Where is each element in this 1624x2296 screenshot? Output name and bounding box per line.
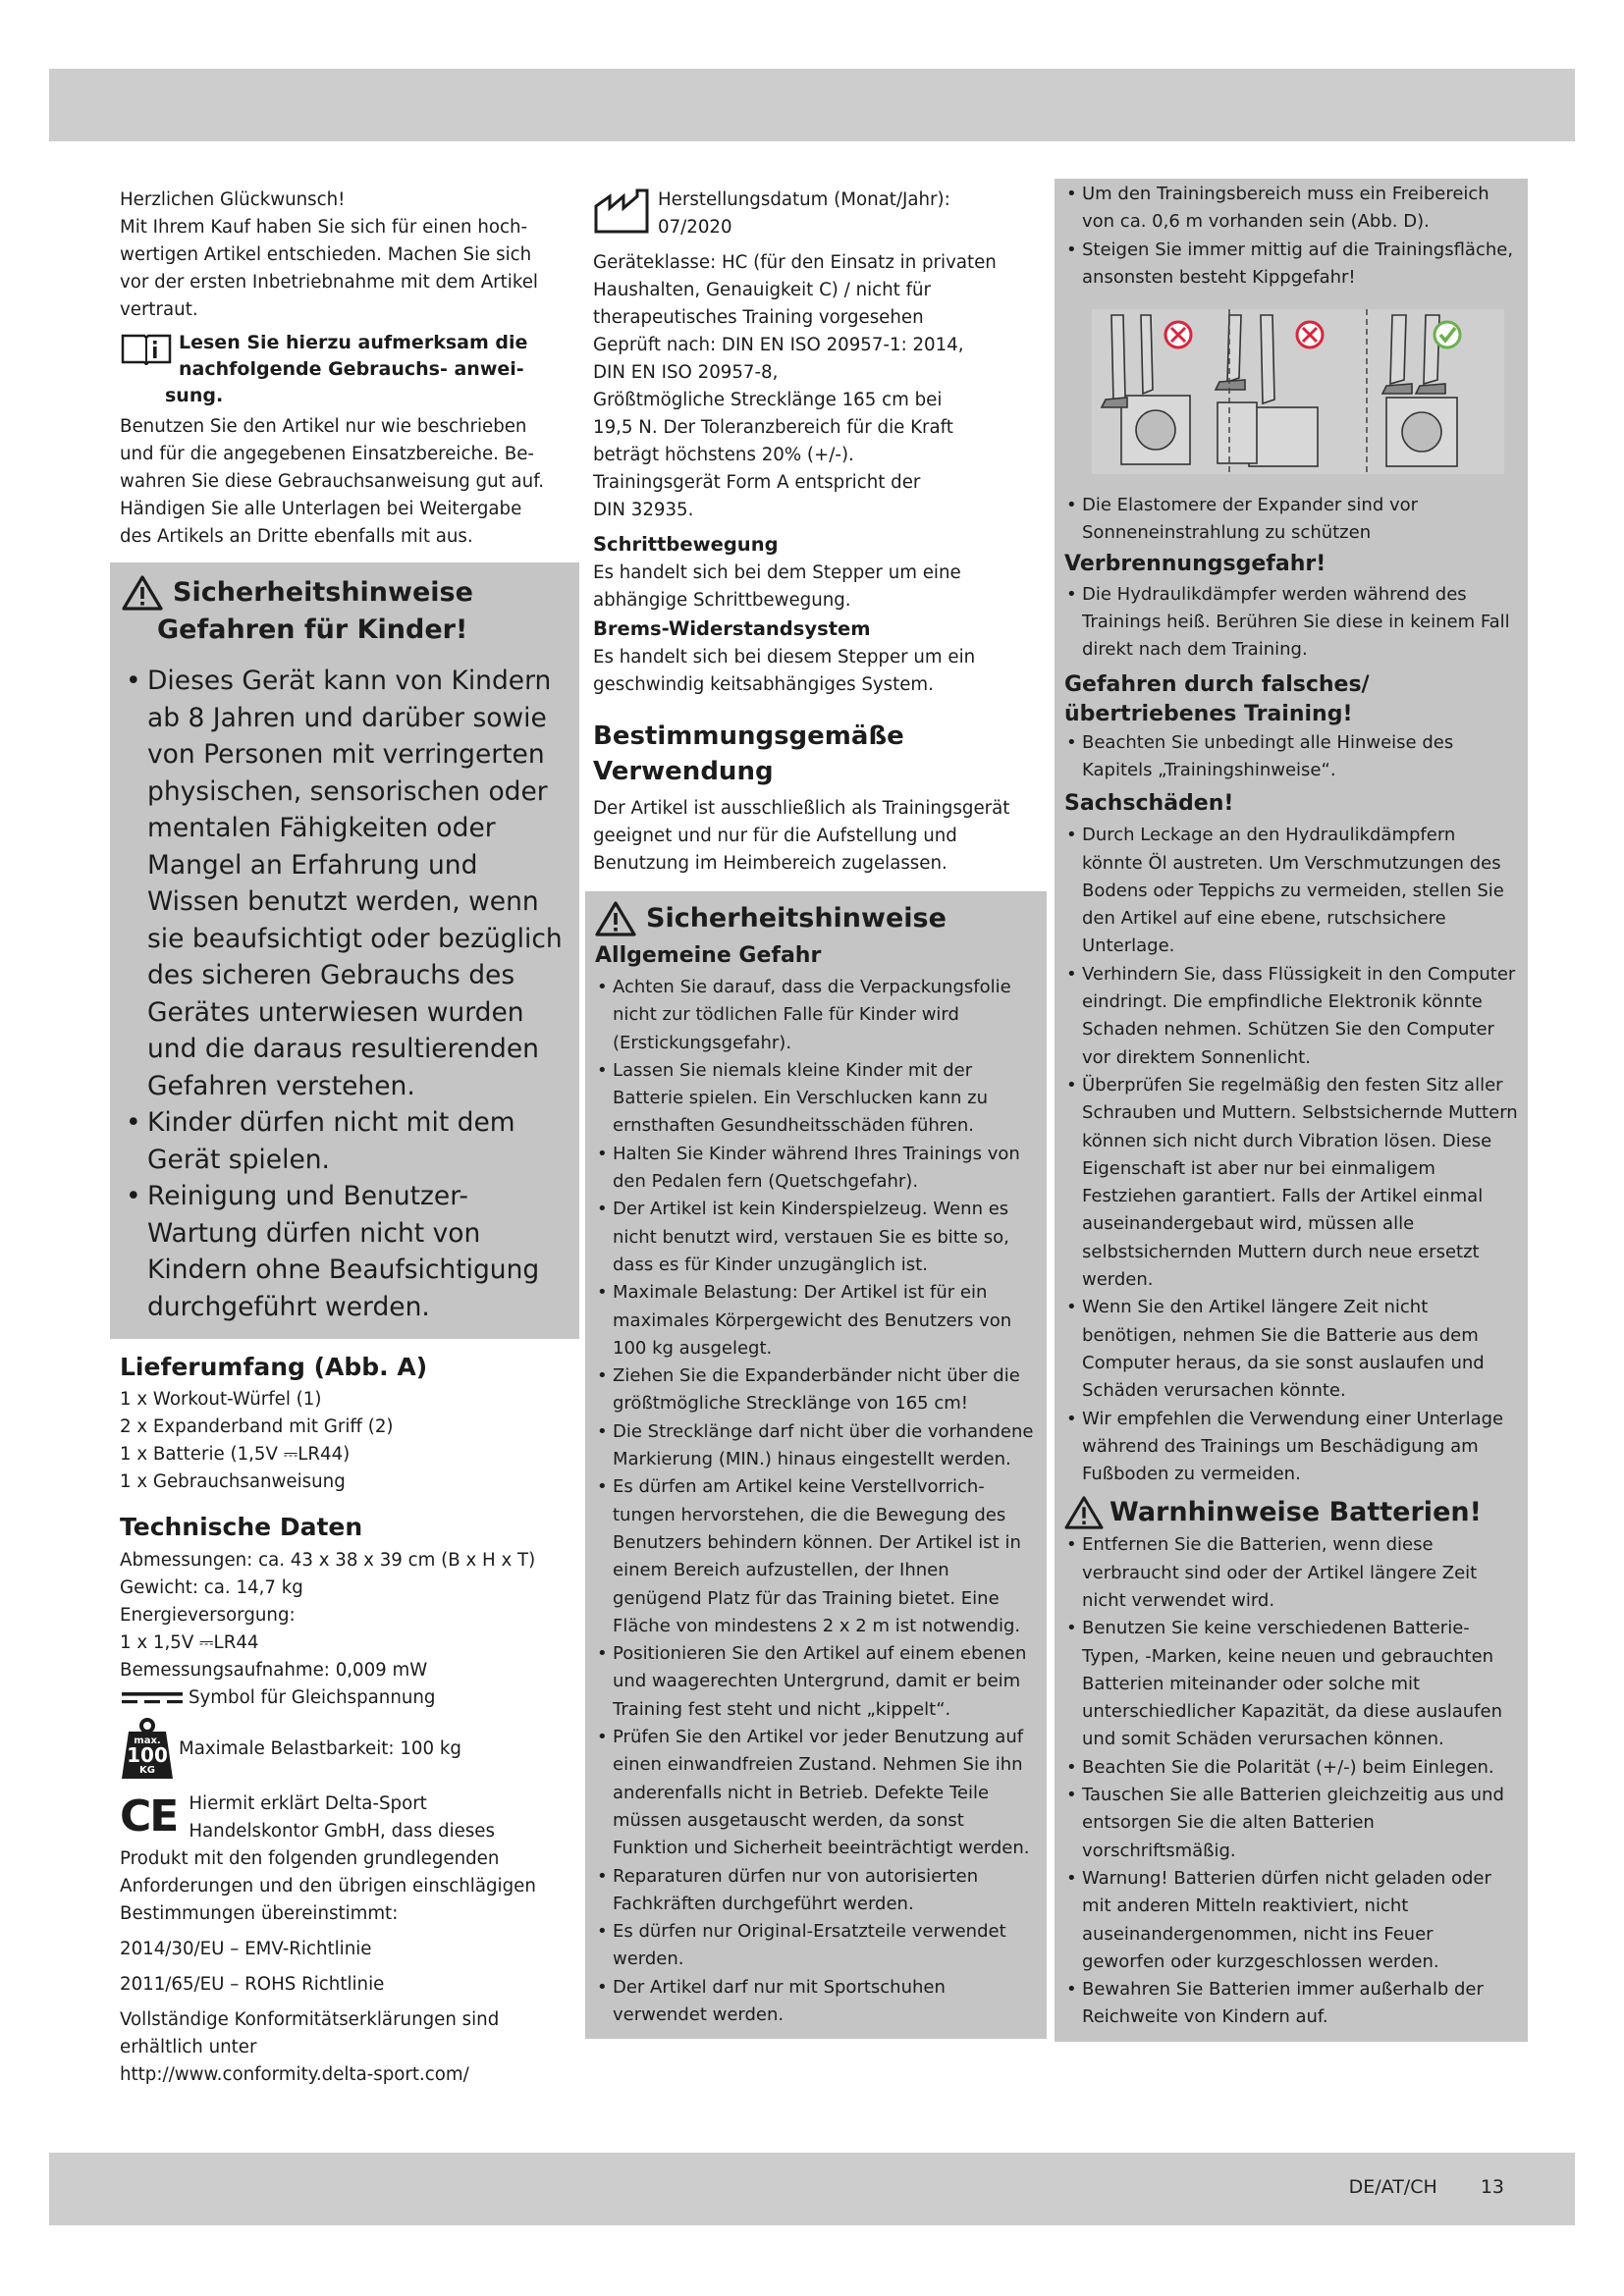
spec-line: beträgt höchstens 20% (+/-). [593, 445, 854, 465]
max-load-text: Maximale Belastbarkeit: 100 kg [179, 1738, 461, 1759]
directive-emc: 2014/30/EU – EMV-Richtlinie [120, 1939, 372, 1959]
intended-title-line: Verwendung [593, 757, 774, 786]
max-weight-icon [120, 1718, 175, 1781]
page-number: 13 [1480, 2176, 1504, 2198]
manufacture-date [593, 187, 1039, 241]
battery-warning-title: Warnhinweise Batterien! [1110, 1497, 1482, 1528]
wrong-training-heading [1064, 670, 1518, 729]
list-item: • Die Strecklänge darf nicht über die vorhandene Markierung (MIN.) hinaus eingestellt werden. [595, 1418, 1037, 1474]
list-item: • Der Artikel darf nur mit Sportschuhen verwendet werden. [595, 1974, 1037, 2030]
ce-line: Hiermit erklärt Delta-Sport [189, 1793, 427, 1814]
list-item: • Beachten Sie die Polarität (+/-) beim Einlegen. [1064, 1754, 1518, 1782]
usage-line: Benutzen Sie den Artikel nur wie beschrieben [120, 416, 527, 437]
ce-declaration [120, 1790, 569, 1845]
brake-line: Es handelt sich bei diesem Stepper um ein [593, 647, 976, 667]
checkmark-icon [1435, 322, 1460, 347]
spec-line: Trainingsgerät Form A entspricht der [593, 472, 921, 493]
general-danger-heading: Allgemeine Gefahr [595, 943, 822, 968]
list-item: • Entfernen Sie die Batterien, wenn diese verbraucht sind oder der Artikel längere Zeit nicht verwendet wird. [1064, 1531, 1518, 1615]
conformity-line: erhältlich unter [120, 2037, 257, 2057]
ce-text [120, 1845, 569, 1928]
ce-mark-icon: CE [120, 1791, 178, 1842]
tech-line: Energieversorgung: [120, 1605, 296, 1626]
safety-title: Sicherheitshinweise [646, 903, 947, 934]
list-item: • Es dürfen nur Original-Ersatzteile verwendet werden. [595, 1918, 1037, 1974]
list-item: • Es dürfen am Artikel keine Verstellvorrich- tungen hervorstehen, die die Bewegung des Benutzers behindern können. Der Artikel ist in einem Bereich aufzustellen, der Ihnen genügend Platz für das Training bietet. Eine Fläche von mindestens 2 x 2 m ist notwendig. [595, 1473, 1037, 1640]
usage-line: des Artikels an Dritte ebenfalls mit aus. [120, 526, 473, 547]
cross-icon [1297, 322, 1323, 347]
usage-line: wahren Sie diese Gebrauchsanweisung gut auf. [120, 471, 545, 492]
tech-line: Abmessungen: ca. 43 x 38 x 39 cm (B x H x T) [120, 1550, 536, 1571]
battery-warning-list [1064, 1531, 1518, 2031]
battery-warning-heading [1064, 1494, 1518, 1531]
wrong-title-line: übertriebenes Training! [1064, 701, 1353, 726]
list-item: • Die Hydraulikdämpfer werden während des Trainings heiß. Berühren Sie diese in keinem Fall direkt nach dem Training. [1064, 581, 1518, 665]
burn-list [1064, 581, 1518, 665]
children-safety-heading [122, 574, 568, 649]
manufacture-label: Herstellungsdatum (Monat/Jahr): [658, 189, 950, 210]
burn-heading: Verbrennungsgefahr! [1064, 551, 1326, 576]
max-weight-value: 100 [127, 1743, 168, 1767]
children-safety-list [122, 663, 568, 1325]
top-safety-list [1064, 181, 1518, 292]
ce-line: Produkt mit den folgenden grundlegenden [120, 1848, 500, 1869]
list-item: • Benutzen Sie keine verschiedenen Batterie- Typen, -Marken, keine neuen und gebrauchten Batterien miteinander oder solche mit unterschiedlicher Kapazität, da diese auslaufen und somit Schäden verursachen können. [1064, 1615, 1518, 1753]
intro-line: vertraut. [120, 299, 198, 320]
list-item: • Tauschen Sie alle Batterien gleichzeitig aus und entsorgen Sie die alten Batterien vorschriftsmäßig. [1064, 1782, 1518, 1865]
cross-icon [1165, 322, 1191, 347]
spec-line: therapeutisches Training vorgesehen [593, 307, 924, 328]
scope-item: 2 x Expanderband mit Griff (2) [120, 1416, 394, 1437]
general-safety-heading [595, 899, 1037, 938]
elastomer-list [1064, 492, 1518, 548]
list-item: • Positionieren Sie den Artikel auf einem ebenen und waagerechten Untergrund, damit er beim Training fest steht und nicht „kippelt“. [595, 1640, 1037, 1724]
footer-region: DE/AT/CH [1348, 2176, 1437, 2198]
damage-list [1064, 822, 1518, 1488]
usage-line: und für die angegebenen Einsatzbereiche. Be- [120, 444, 534, 464]
direct-current-icon [120, 1688, 185, 1708]
general-safety-list [595, 974, 1037, 2029]
manual-note-line: nachfolgende Gebrauchs- anwei- [179, 358, 524, 380]
list-item: • Um den Trainingsbereich muss ein Freibereich von ca. 0,6 m vorhanden sein (Abb. D). [1064, 181, 1518, 237]
header-band [49, 69, 1575, 141]
intended-use-text [593, 795, 1039, 878]
intended-use-heading [593, 719, 1039, 789]
list-item: • Maximale Belastung: Der Artikel ist für ein maximales Körpergewicht des Benutzers von 100 kg ausgelegt. [595, 1279, 1037, 1362]
spec-line: 19,5 N. Der Toleranzbereich für die Kraft [593, 417, 953, 438]
spec-line: Größtmögliche Strecklänge 165 cm bei [593, 390, 943, 410]
wrong-title-line: Gefahren durch falsches/ [1064, 671, 1370, 697]
usage-text [120, 413, 569, 551]
manual-note-line: Lesen Sie hierzu aufmerksam die [179, 332, 528, 353]
list-item: • Überprüfen Sie regelmäßig den festen Sitz aller Schrauben und Muttern. Selbstsichernde Muttern können sich nicht durch Vibration lösen. Diese Eigenschaft ist aber nur bei einmaligem Festziehen garantiert. Falls der Artikel einmal auseinandergebaut wird, müssen alle selbstsichernden Muttern durch neue ersetzt werden. [1064, 1072, 1518, 1294]
intended-line: Der Artikel ist ausschließlich als Trainingsgerät [593, 798, 1010, 819]
list-item: • Die Elastomere der Expander sind vor Sonneneinstrahlung zu schützen [1064, 492, 1518, 548]
children-safety-box [110, 562, 579, 1339]
max-load-row [120, 1718, 569, 1781]
brake-heading: Brems-Widerstandsystem [593, 617, 871, 640]
dc-symbol-text: Symbol für Gleichspannung [189, 1687, 436, 1708]
step-position-illustration [1092, 309, 1504, 474]
tech-list [120, 1547, 569, 1684]
ce-line: Anforderungen und den übrigen einschlägigen [120, 1876, 536, 1896]
manufacture-value: 07/2020 [658, 217, 732, 238]
children-danger-title: Gefahren für Kinder! [157, 614, 468, 645]
spec-text [593, 249, 1039, 524]
tech-line: Gewicht: ca. 14,7 kg [120, 1577, 303, 1598]
intro-line: wertigen Artikel entschieden. Machen Sie sich [120, 244, 532, 265]
scope-item: 1 x Gebrauchsanweisung [120, 1471, 346, 1492]
list-item: • Verhindern Sie, dass Flüssigkeit in den Computer eindringt. Die empfindliche Elektronik könnte Schaden nehmen. Schützen Sie den Computer vor direktem Sonnenlicht. [1064, 961, 1518, 1072]
intro-line: Mit Ihrem Kauf haben Sie sich für einen hoch- [120, 217, 528, 238]
manual-note-line: sung. [165, 385, 224, 406]
general-safety-box [585, 891, 1047, 2039]
factory-icon [593, 187, 654, 236]
list-item: • Durch Leckage an den Hydraulikdämpfern könnte Öl austreten. Um Verschmutzungen des Bodens oder Teppichs zu vermeiden, stellen Sie den Artikel auf eine ebene, rutschsichere Unterlage. [1064, 822, 1518, 960]
list-item: • Dieses Gerät kann von Kindern ab 8 Jahren und darüber sowie von Personen mit verringerten physischen, sensorischen oder mentalen Fähigkeiten oder Mangel an Erfahrung und Wissen benutzt werden, wenn sie beaufsichtigt oder bezüglich des sicheren Gebrauchs des Gerätes unterwiesen wurden und die daraus resultierenden Gefahren verstehen. [122, 663, 568, 1104]
ce-line: Bestimmungen übereinstimmt: [120, 1903, 399, 1924]
list-item: • Kinder dürfen nicht mit dem Gerät spielen. [122, 1104, 568, 1178]
scope-item: 1 x Batterie (1,5V ⎓LR44) [120, 1444, 351, 1465]
spec-line: Haushalten, Genauigkeit C) / nicht für [593, 280, 931, 300]
list-item: • Reinigung und Benutzer-Wartung dürfen nicht von Kindern ohne Beaufsichtigung durchgeführt werden. [122, 1178, 568, 1325]
list-item: • Der Artikel ist kein Kinderspielzeug. Wenn es nicht benutzt wird, verstauen Sie es bitte so, dass es für Kinder unzugänglich ist. [595, 1196, 1037, 1279]
damage-heading: Sachschäden! [1064, 791, 1234, 817]
spec-line: Geräteklasse: HC (für den Einsatz in privaten [593, 252, 997, 273]
list-item: • Bewahren Sie Batterien immer außerhalb der Reichweite von Kindern auf. [1064, 1976, 1518, 2032]
list-item: • Warnung! Batterien dürfen nicht geladen oder mit anderen Mitteln reaktiviert, nicht auseinandergenommen, nicht ins Feuer geworfen oder kurzgeschlossen werden. [1064, 1865, 1518, 1976]
tech-line: Bemessungsaufnahme: 0,009 mW [120, 1660, 428, 1681]
book-info-icon [120, 330, 173, 365]
list-item: • Reparaturen dürfen nur von autorisierten Fachkräften durchgeführt werden. [595, 1863, 1037, 1919]
brake-line: geschwindig keitsabhängiges System. [593, 674, 934, 695]
wrong-training-list [1064, 729, 1518, 785]
list-item: • Halten Sie Kinder während Ihres Trainings von den Pedalen fern (Quetschgefahr). [595, 1141, 1037, 1197]
max-weight-unit: KG [139, 1765, 155, 1776]
list-item: • Lassen Sie niemals kleine Kinder mit der Batterie spielen. Ein Verschlucken kann zu ernsthaften Gesundheitsschäden führen. [595, 1057, 1037, 1141]
step-line: Es handelt sich bei dem Stepper um eine [593, 562, 961, 583]
tech-heading: Technische Daten [120, 1513, 363, 1541]
manual-note [120, 330, 569, 409]
conformity-url: http://www.conformity.delta-sport.com/ [120, 2064, 469, 2085]
footer [1312, 2176, 1504, 2198]
intended-title-line: Bestimmungsgemäße [593, 721, 904, 751]
warning-triangle-icon [595, 900, 636, 937]
column-3 [1064, 184, 1518, 2042]
dc-symbol-row [120, 1684, 569, 1712]
conformity-line: Vollständige Konformitätserklärungen sind [120, 2009, 500, 2030]
safety-title: Sicherheitshinweise [173, 577, 473, 608]
list-item: • Ziehen Sie die Expanderbänder nicht über die größtmögliche Strecklänge von 165 cm! [595, 1362, 1037, 1418]
scope-heading: Lieferumfang (Abb. A) [120, 1353, 428, 1381]
scope-list [120, 1386, 569, 1496]
step-heading: Schrittbewegung [593, 533, 779, 556]
usage-line: Händigen Sie alle Unterlagen bei Weitergabe [120, 499, 522, 519]
step-line: abhängige Schrittbewegung. [593, 590, 851, 611]
footer-band [49, 2153, 1575, 2225]
warning-triangle-icon [1064, 1495, 1104, 1530]
tech-line: 1 x 1,5V ⎓LR44 [120, 1632, 259, 1653]
intended-line: geeignet und nur für die Aufstellung und [593, 826, 957, 846]
column-1 [120, 187, 569, 2089]
list-item: • Wenn Sie den Artikel längere Zeit nicht benötigen, nehmen Sie die Batterie aus dem Computer heraus, da sie sonst auslaufen und Schäden verursachen könnte. [1064, 1294, 1518, 1405]
scope-item: 1 x Workout-Würfel (1) [120, 1389, 322, 1410]
intro-line: vor der ersten Inbetriebnahme mit dem Artikel [120, 272, 538, 293]
conformity-text [120, 2006, 569, 2089]
list-item: • Beachten Sie unbedingt alle Hinweise des Kapitels „Trainingshinweise“. [1064, 729, 1518, 785]
intro-line: Herzlichen Glückwunsch! [120, 189, 346, 210]
list-item: • Wir empfehlen die Verwendung einer Unterlage während des Trainings um Beschädigung am Fußboden zu vermeiden. [1064, 1406, 1518, 1489]
intro-text [120, 187, 569, 324]
list-item: • Achten Sie darauf, dass die Verpackungsfolie nicht zur tödlichen Falle für Kinder wird (Erstickungsgefahr). [595, 974, 1037, 1057]
intended-line: Benutzung im Heimbereich zugelassen. [593, 853, 947, 874]
max-weight-label: max. [134, 1735, 161, 1746]
safety-continued-box [1055, 179, 1528, 2042]
spec-line: Geprüft nach: DIN EN ISO 20957-1: 2014, [593, 335, 964, 355]
directive-rohs: 2011/65/EU – ROHS Richtlinie [120, 1974, 385, 1995]
list-item: • Prüfen Sie den Artikel vor jeder Benutzung auf einen einwandfreien Zustand. Nehmen Sie ihn anderenfalls nicht in Betrieb. Defekte Teile müssen ausgetauscht werden, da sonst Funktion und Sicherheit beeinträchtigt werden. [595, 1724, 1037, 1862]
column-2 [593, 187, 1039, 2039]
spec-line: DIN EN ISO 20957-8, [593, 362, 779, 383]
warning-triangle-icon [122, 574, 163, 612]
ce-line: Handelskontor GmbH, dass dieses [189, 1821, 495, 1842]
list-item: • Steigen Sie immer mittig auf die Trainingsfläche, ansonsten besteht Kippgefahr! [1064, 237, 1518, 293]
spec-line: DIN 32935. [593, 500, 694, 520]
